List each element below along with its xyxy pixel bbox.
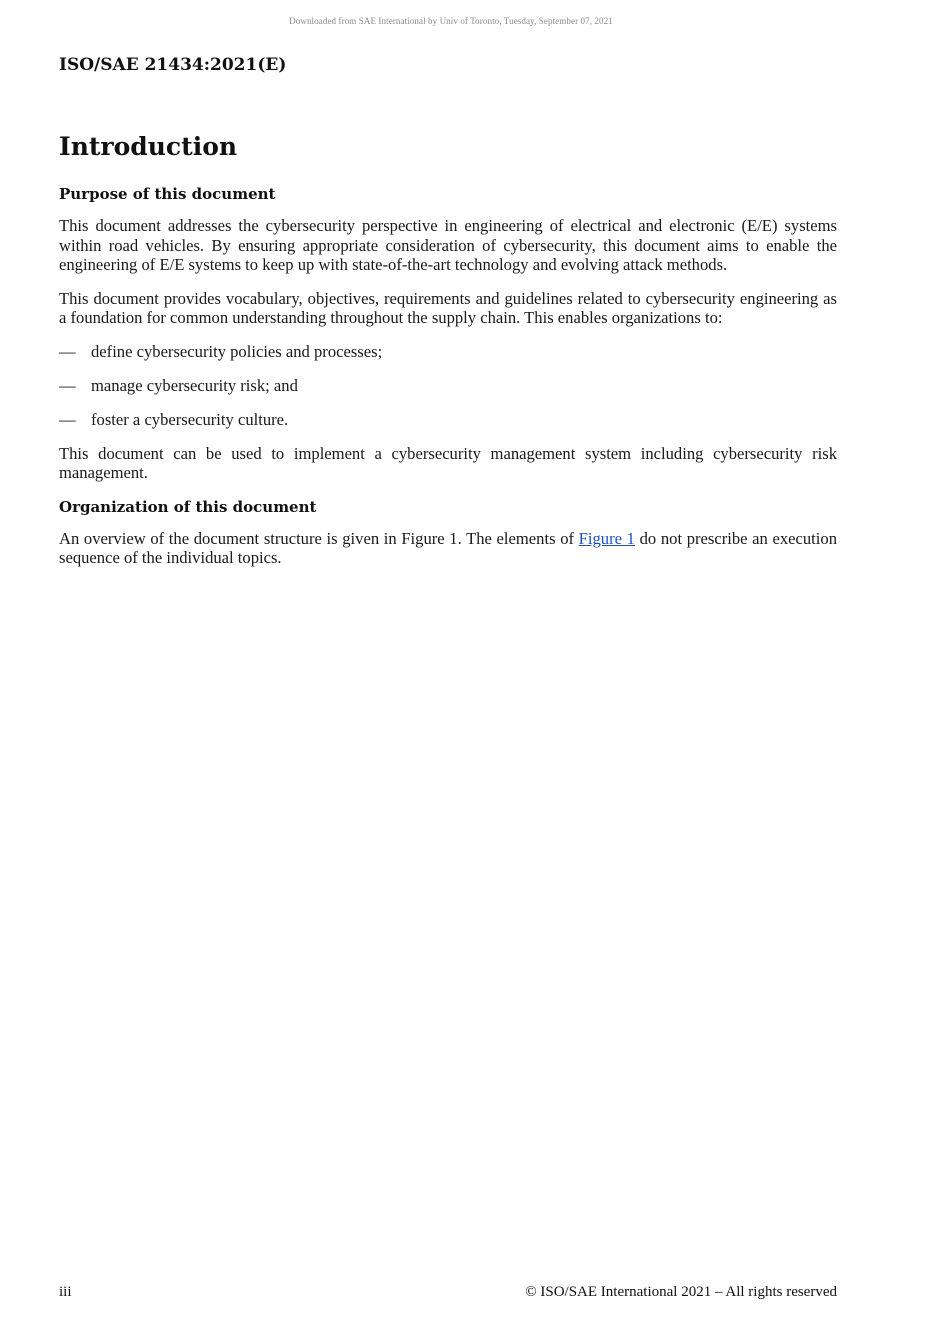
standard-identifier: ISO/SAE 21434:2021(E) — [59, 55, 287, 75]
page-number: iii — [59, 1284, 72, 1300]
organization-paragraph — [59, 529, 837, 568]
purpose-paragraph-1: This document addresses the cybersecurity perspective in engineering of electrical and electronic (E/E) systems within road vehicles. By ensuring appropriate consideration of cybersecurity, this document aims to enable the engineering of E/E systems to keep up with state-of-the-art technology and evolving attack methods. — [59, 216, 837, 274]
document-body — [59, 130, 837, 582]
list-item-text: define cybersecurity policies and processes; — [91, 341, 383, 361]
download-watermark: Downloaded from SAE International by Univ of Toronto, Tuesday, September 07, 2021 — [289, 16, 613, 26]
purpose-paragraph-2: This document provides vocabulary, objectives, requirements and guidelines related to cybersecurity engineering as a foundation for common understanding throughout the supply chain. This enables organizations to: — [59, 288, 837, 327]
organization-goals-list — [59, 342, 837, 430]
organization-heading: Organization of this document — [59, 497, 317, 516]
dash-marker: — — [59, 375, 76, 395]
page-title: Introduction — [59, 132, 238, 161]
organization-text-end: do not prescribe an execution sequence of the individual topics. — [59, 528, 837, 567]
dash-marker: — — [59, 409, 76, 429]
organization-text-start: An overview of the document structure is given in Figure 1. The elements of — [59, 528, 579, 548]
list-item-text: foster a cybersecurity culture. — [91, 409, 289, 429]
purpose-paragraph-3: This document can be used to implement a cybersecurity management system including cybersecurity risk management. — [59, 443, 837, 482]
purpose-heading: Purpose of this document — [59, 185, 276, 203]
list-item — [59, 410, 837, 430]
copyright-notice: © ISO/SAE International 2021 – All rights reserved — [525, 1284, 837, 1300]
list-item — [59, 342, 837, 362]
dash-marker: — — [59, 341, 76, 361]
figure-1-link[interactable]: Figure 1 — [578, 528, 635, 548]
list-item-text: manage cybersecurity risk; and — [91, 375, 298, 395]
list-item — [59, 376, 837, 396]
